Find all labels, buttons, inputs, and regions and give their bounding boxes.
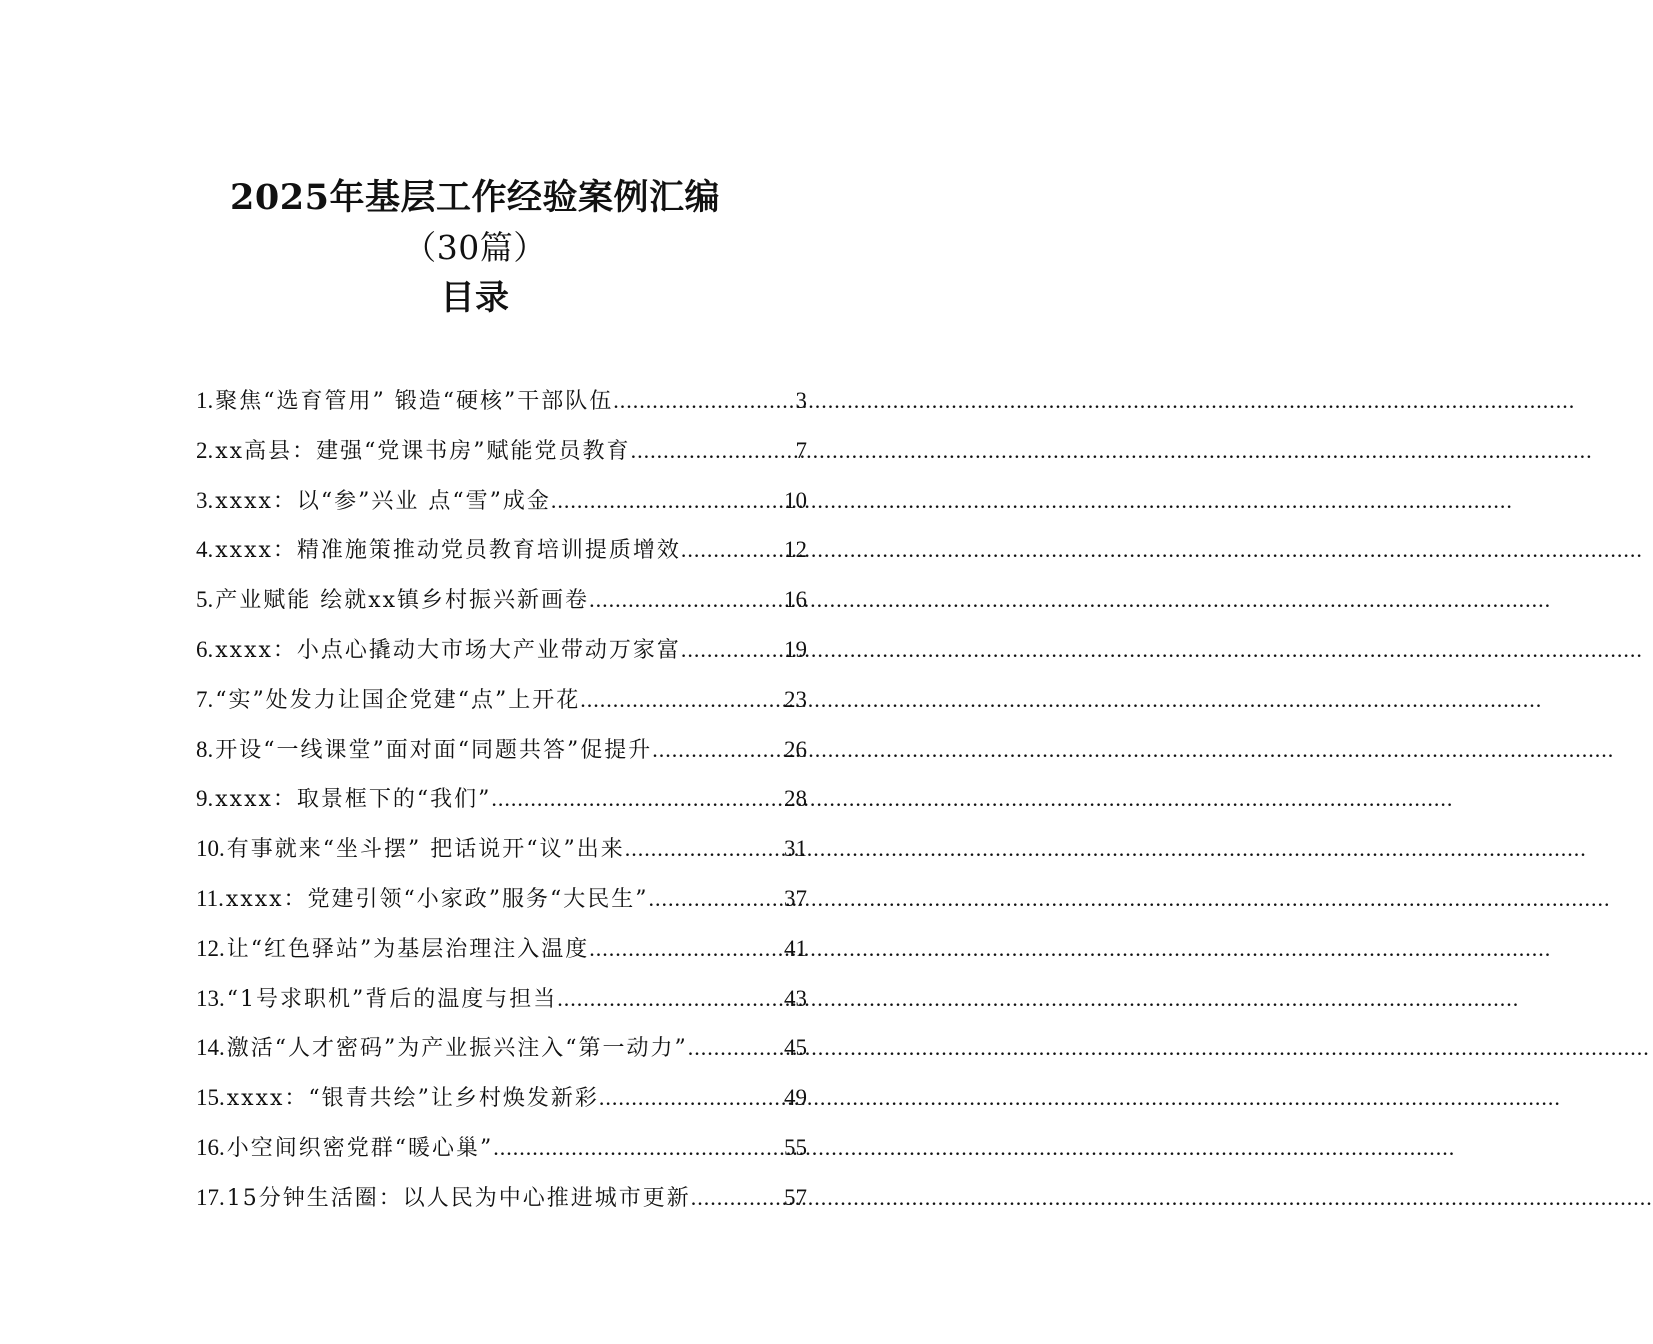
toc-dot-leader (493, 1123, 784, 1173)
toc-dot-leader (589, 924, 784, 974)
toc-entry[interactable] (196, 625, 807, 675)
toc-entry-title: “实”处发力让国企党建“点”上开花 (215, 687, 581, 713)
toc-heading: 目录 (440, 278, 510, 318)
toc-entry[interactable] (196, 376, 807, 426)
toc-entry-page: 19 (784, 636, 807, 662)
toc-entry-title: 15分钟生活圈：以人民为中心推进城市更新 (226, 1185, 691, 1211)
toc-entry-title: xxxx：党建引领“小家政”服务“大民生” (225, 886, 649, 912)
toc-entry-number: 11. (196, 885, 224, 911)
toc-entry-number: 12. (196, 935, 225, 961)
toc-entry[interactable] (196, 575, 807, 625)
toc-entry[interactable] (196, 675, 807, 725)
toc-dot-leader (649, 874, 784, 924)
toc-entry-number: 15. (196, 1085, 225, 1111)
toc-entry-number: 1. (196, 388, 214, 413)
toc-entry[interactable] (196, 1173, 807, 1223)
toc-entry-number: 8. (196, 736, 214, 762)
toc-entry[interactable] (196, 1123, 807, 1173)
toc-entry[interactable] (196, 774, 807, 824)
toc-entry-page: 57 (784, 1184, 807, 1210)
toc-entry-title: 有事就来“坐斗摆” 把话说开“议”出来 (226, 837, 625, 863)
toc-entry-title: xxxx：“银青共绘”让乡村焕发新彩 (226, 1086, 599, 1112)
toc-entry-page: 45 (784, 1035, 807, 1061)
toc-entry[interactable] (196, 1073, 807, 1123)
toc-dot-leader (688, 1023, 784, 1073)
toc-entry-page: 28 (784, 786, 807, 812)
toc-entry-title: xxxx：精准施策推动党员教育培训提质增效 (215, 538, 681, 564)
toc-entry-page: 49 (784, 1085, 807, 1111)
toc-dot-leader (599, 1073, 784, 1123)
toc-entry[interactable] (196, 924, 807, 974)
toc-entry-number: 14. (196, 1035, 225, 1061)
toc-entry-page: 10 (784, 487, 807, 513)
toc-entry[interactable] (196, 525, 807, 575)
toc-entry[interactable] (196, 824, 807, 874)
document-title: 2025年基层工作经验案例汇编 (230, 177, 720, 218)
document-subtitle: （30篇） (403, 228, 547, 267)
toc-entry-page: 7 (795, 437, 807, 463)
toc-entry-page: 43 (784, 985, 807, 1011)
toc-entry[interactable] (196, 476, 807, 526)
toc-entry-number: 13. (196, 985, 225, 1011)
toc-dot-leader (551, 476, 784, 526)
toc-entry[interactable] (196, 725, 807, 775)
toc-dot-leader (681, 525, 784, 575)
toc-dot-leader (613, 376, 795, 426)
toc-entry-number: 4. (196, 537, 214, 563)
toc-entry[interactable] (196, 974, 807, 1024)
toc-entry-number: 7. (196, 686, 214, 712)
toc-entry-number: 3. (196, 487, 214, 513)
toc-dot-leader (491, 774, 784, 824)
toc-entry-page: 23 (784, 686, 807, 712)
toc-entry-title: xxxx：小点心撬动大市场大产业带动万家富 (215, 637, 681, 663)
toc-entry-title: 激活“人才密码”为产业振兴注入“第一动力” (226, 1036, 688, 1062)
toc-dot-leader (652, 725, 784, 775)
toc-entry-page: 3 (795, 388, 807, 413)
toc-dot-leader (589, 575, 784, 625)
toc-entry-title: 小空间织密党群“暖心巢” (226, 1135, 494, 1161)
toc-entry-page: 31 (784, 836, 807, 862)
toc-entry-title: xx高县：建强“党课书房”赋能党员教育 (215, 438, 631, 464)
toc-dot-leader (681, 625, 784, 675)
toc-entry-number: 10. (196, 836, 225, 862)
toc-entry-page: 16 (784, 587, 807, 613)
table-of-contents (196, 376, 807, 1223)
toc-dot-leader (631, 426, 796, 476)
toc-entry-number: 16. (196, 1134, 225, 1160)
toc-entry-number: 6. (196, 636, 214, 662)
toc-entry-title: 让“红色驿站”为基层治理注入温度 (226, 936, 590, 962)
toc-entry-number: 9. (196, 786, 214, 812)
toc-dot-leader (557, 974, 784, 1024)
toc-entry-title: xxxx：取景框下的“我们” (215, 787, 492, 813)
toc-entry-page: 55 (784, 1134, 807, 1160)
toc-entry-title: 聚焦“选育管用” 锻造“硬核”干部队伍 (215, 389, 614, 414)
toc-entry-page: 41 (784, 935, 807, 961)
toc-entry[interactable] (196, 1023, 807, 1073)
toc-entry-page: 37 (784, 885, 807, 911)
toc-entry-title: xxxx：以“参”兴业 点“雪”成金 (215, 488, 551, 514)
toc-entry-title: “1号求职机”背后的温度与担当 (226, 986, 558, 1012)
toc-dot-leader (580, 675, 784, 725)
toc-entry-number: 2. (196, 437, 214, 463)
toc-entry-title: 产业赋能 绘就xx镇乡村振兴新画卷 (215, 588, 590, 614)
toc-dot-leader (691, 1173, 784, 1223)
toc-entry-page: 12 (784, 537, 807, 563)
toc-entry[interactable] (196, 874, 807, 924)
toc-entry-title: 开设“一线课堂”面对面“同题共答”促提升 (215, 737, 653, 763)
toc-dot-leader (625, 824, 784, 874)
toc-entry-number: 17. (196, 1184, 225, 1210)
toc-entry-number: 5. (196, 587, 214, 613)
toc-entry[interactable] (196, 426, 807, 476)
toc-entry-page: 26 (784, 736, 807, 762)
